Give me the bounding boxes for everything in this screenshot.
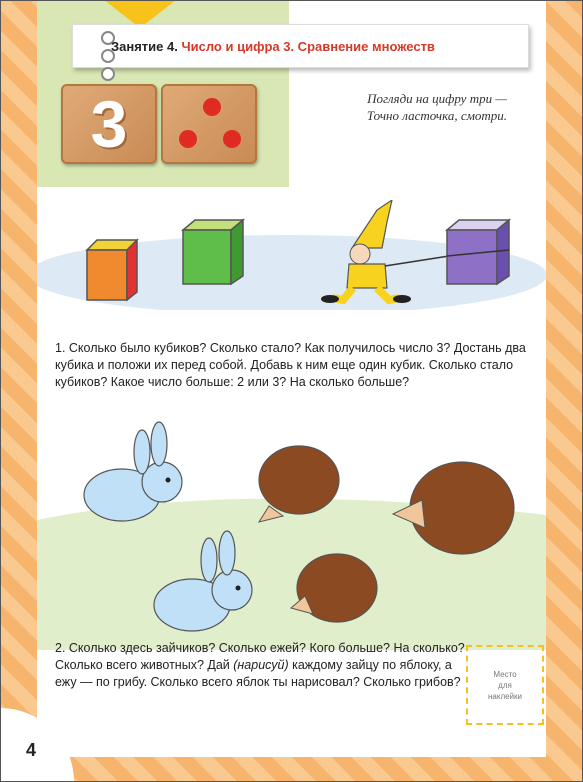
task-2-part-2: каждому зайцу по яблоку, а ежу — по грибу. Сколько всего яблок ты нарисовал? Сколько грибов? bbox=[55, 658, 461, 689]
poem-line-1: Погляди на цифру три — bbox=[367, 91, 507, 106]
poem-line-2: Точно ласточка, смотри. bbox=[366, 108, 508, 123]
page-number: 4 bbox=[26, 740, 37, 760]
lesson-topic: Число и цифра 3. Сравнение множеств bbox=[181, 39, 435, 54]
sticker-label-line-1: Место bbox=[493, 669, 517, 679]
sticker-label-line-3: наклейки bbox=[487, 691, 522, 701]
lesson-label: Занятие 4. bbox=[111, 39, 178, 54]
sticker-label-line-2: для bbox=[498, 680, 512, 690]
task-2-part-1: 2. Сколько здесь зайчиков? Сколько ежей? Кого больше? На сколько? Сколько всего животных? Дай bbox=[55, 641, 465, 672]
task-1: 1. Сколько было кубиков? Сколько стало? Как получилось число 3? Достань два кубика и положи их перед собой. Добавь к ним еще один кубик. Сколько стало кубиков? Какое число больше: 2 или 3? На сколько больше? bbox=[55, 341, 526, 389]
digit-three: 3 bbox=[90, 87, 128, 161]
task-2-italic: (нарисуй) bbox=[233, 658, 289, 672]
